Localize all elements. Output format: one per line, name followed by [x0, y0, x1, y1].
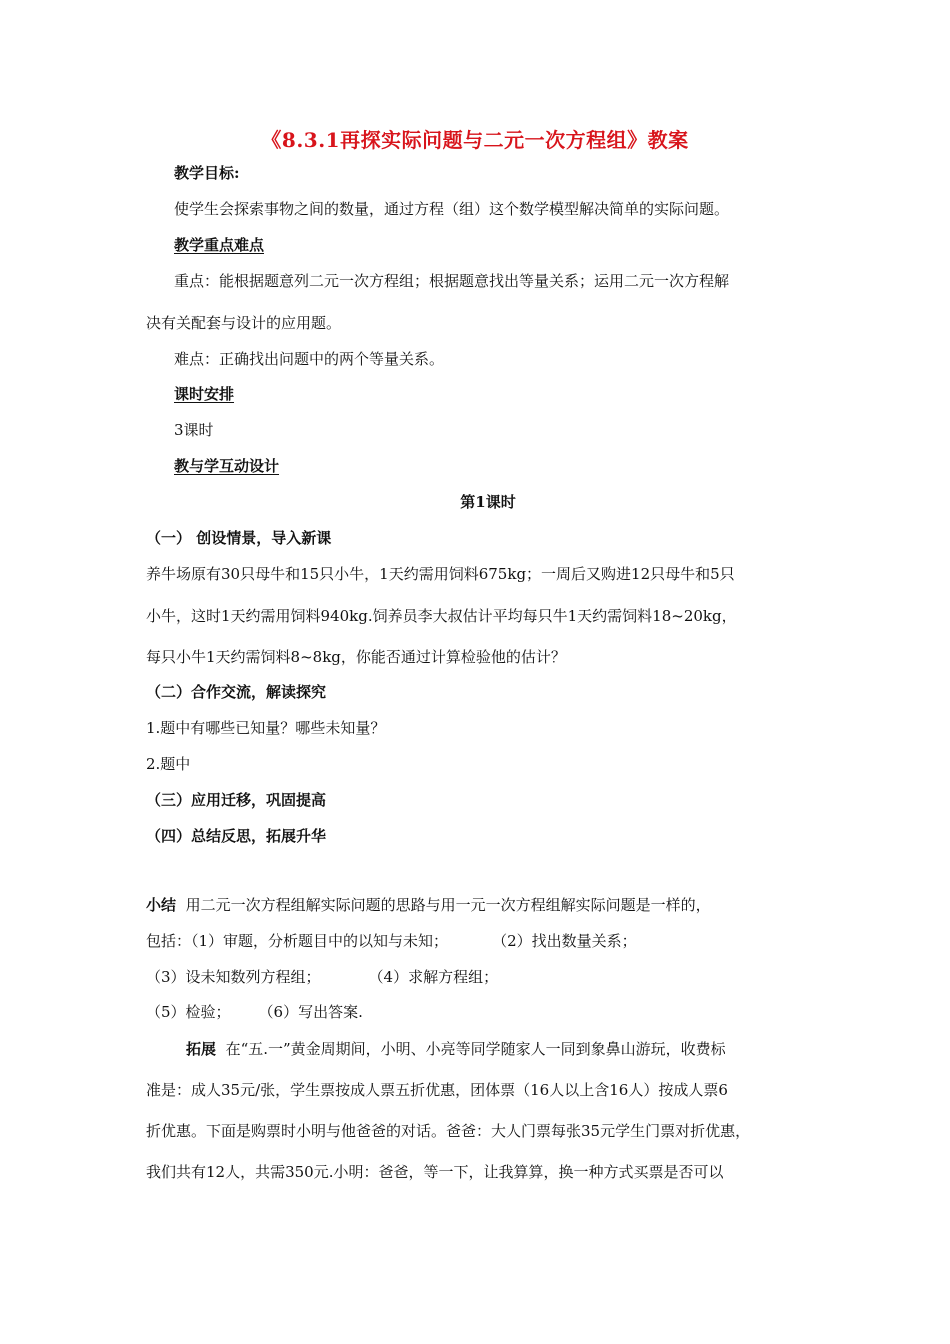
keypoints-heading: 教学重点难点	[174, 236, 265, 254]
keypoints-line-2: 决有关配套与设计的应用题。	[146, 314, 342, 332]
step-3: （3）设未知数列方程组；	[146, 968, 321, 986]
extension-line-3: 折优惠。下面是购票时小明与他爸爸的对话。爸爸：大人门票每张35元学生门票对折优惠，	[146, 1122, 751, 1140]
step-5: （5）检验；	[146, 1003, 231, 1021]
step-1: （1）审题，分析题目中的以知与未知；	[191, 932, 449, 950]
steps-prefix: 包括：	[146, 932, 192, 950]
extension-label: 拓展	[186, 1040, 217, 1058]
question-1: 1.题中有哪些已知量？哪些未知量？	[146, 719, 386, 737]
extension-line-4: 我们共有12人，共需350元.小明：爸爸，等一下，让我算算，换一种方式买票是否可以	[146, 1163, 724, 1181]
step-4: （4）求解方程组；	[368, 968, 499, 986]
schedule-text: 3课时	[174, 421, 214, 439]
step-6: （6）写出答案.	[258, 1003, 363, 1021]
difficulty-text: 难点：正确找出问题中的两个等量关系。	[174, 350, 445, 368]
summary-label: 小结	[146, 896, 177, 914]
step-2: （2）找出数量关系；	[492, 932, 637, 950]
section-1-line-3: 每只小牛1天约需饲料8~8kg，你能否通过计算检验他的估计？	[146, 648, 566, 666]
goals-text: 使学生会探索事物之间的数量，通过方程（组）这个数学模型解决简单的实际问题。	[174, 200, 730, 218]
section-4-heading: （四）总结反思，拓展升华	[146, 827, 327, 845]
extension-text-1: 在“五.一”黄金周期间，小明、小亮等同学随家人一同到象鼻山游玩，收费标	[225, 1040, 726, 1058]
lesson-title: 第1课时	[460, 493, 516, 511]
section-3-heading: （三）应用迁移，巩固提高	[146, 791, 327, 809]
keypoints-line-1: 重点：能根据题意列二元一次方程组；根据题意找出等量关系；运用二元一次方程解	[174, 272, 730, 290]
design-heading: 教与学互动设计	[174, 457, 280, 475]
extension-line-2: 准是：成人35元/张，学生票按成人票五折优惠，团体票（16人以上含16人）按成人票6	[146, 1081, 728, 1099]
section-2-heading: （二）合作交流，解读探究	[146, 683, 327, 701]
goals-heading: 教学目标:	[174, 164, 240, 182]
extension-line-1	[186, 1039, 726, 1059]
summary-text: 用二元一次方程组解实际问题的思路与用一元一次方程组解实际问题是一样的，	[185, 896, 711, 914]
question-2: 2.题中	[146, 755, 191, 773]
steps-line-2	[146, 967, 498, 987]
document-title: 《8.3.1再探实际问题与二元一次方程组》教案	[261, 128, 689, 152]
section-1-line-1: 养牛场原有30只母牛和15只小牛，1天约需用饲料675kg；一周后又购进12只母牛和5只	[146, 565, 735, 583]
section-1-line-2: 小牛，这时1天约需用饲料940kg.饲养员李大叔估计平均每只牛1天约需饲料18~20kg，	[146, 607, 737, 625]
schedule-heading: 课时安排	[174, 385, 235, 403]
steps-line-3	[146, 1002, 363, 1022]
section-1-heading: （一） 创设情景，导入新课	[146, 529, 332, 547]
summary-line	[146, 895, 711, 915]
steps-line-1	[146, 931, 637, 951]
